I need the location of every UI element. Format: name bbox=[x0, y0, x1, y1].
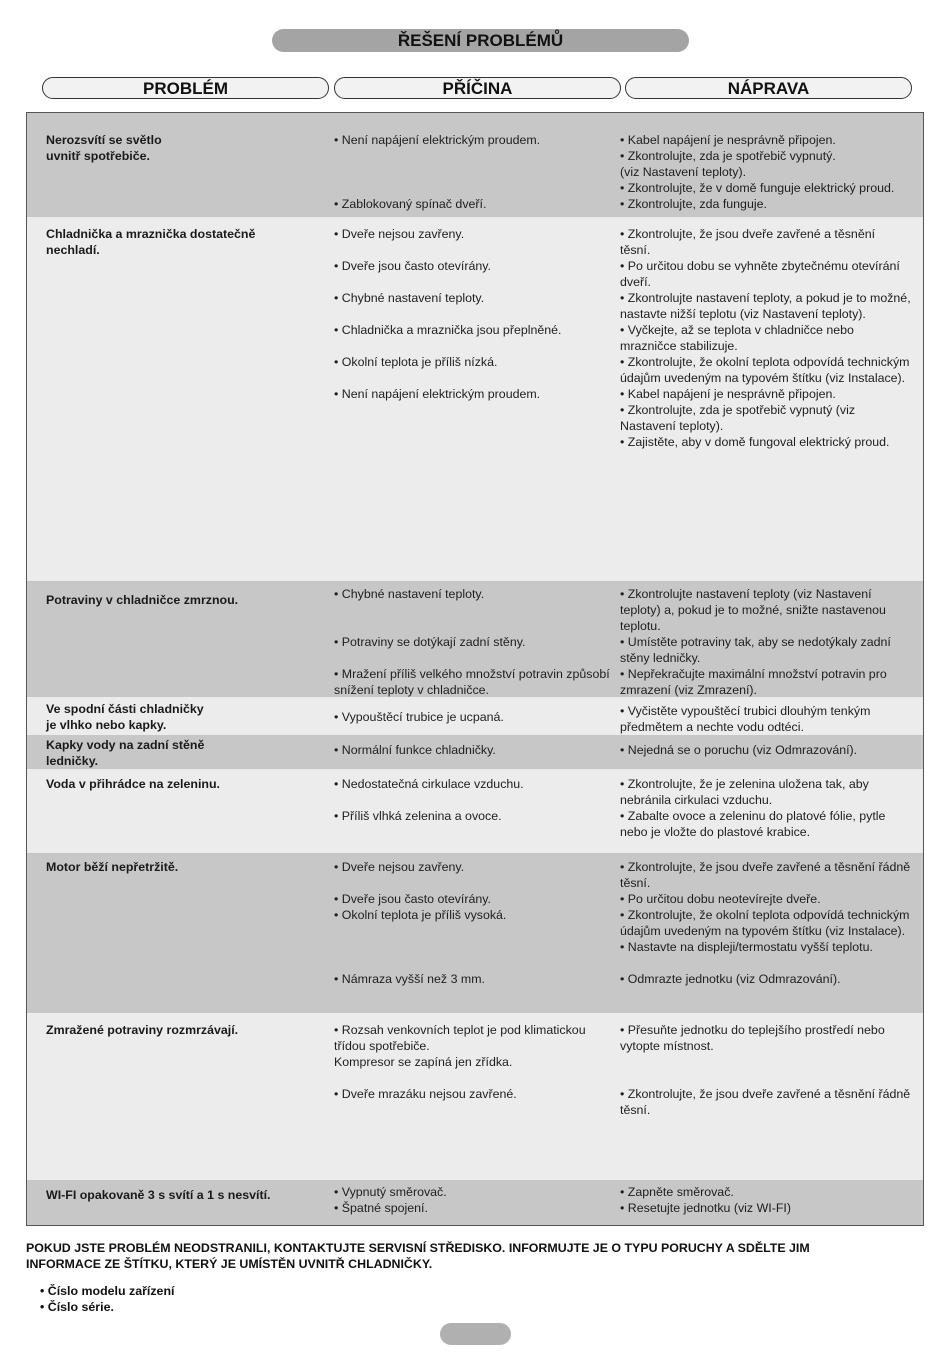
troubleshooting-table bbox=[26, 112, 924, 1226]
cause-text: • Dveře nejsou zavřeny. bbox=[334, 227, 465, 241]
cause-text: • Rozsah venkovních teplot je pod klimatickou třídou spotřebiče. Kompresor se zapíná jen zřídka. bbox=[334, 1023, 586, 1069]
remedy-text: • Vyčistěte vypouštěcí trubici dlouhým tenkým předmětem a nechte vodu odtéci. bbox=[620, 704, 871, 734]
page-number-pill bbox=[440, 1323, 511, 1345]
cause-text: • Potraviny se dotýkají zadní stěny. bbox=[334, 635, 526, 649]
cause-text: • Chybné nastavení teploty. bbox=[334, 291, 485, 305]
header-problem: PROBLÉM bbox=[42, 77, 329, 99]
cause-text: • Není napájení elektrickým proudem. bbox=[334, 387, 541, 401]
remedy-text: • Zkontrolujte, že je zelenina uložena tak, aby nebránila cirkulaci vzduchu. • Zabalte ovoce a zeleninu do platové fólie, pytle nebo je vložte do plastové krabice. bbox=[620, 777, 886, 839]
cause-text: • Dveře jsou často otevírány. bbox=[334, 259, 491, 273]
problem-text: Nerozsvítí se světlo uvnitř spotřebiče. bbox=[46, 133, 162, 163]
remedy-text: • Odmrazte jednotku (viz Odmrazování). bbox=[620, 972, 841, 986]
header-remedy: NÁPRAVA bbox=[625, 77, 912, 99]
cause-text: • Normální funkce chladničky. bbox=[334, 743, 496, 757]
cause-text: • Dveře jsou často otevírány. • Okolní teplota je příliš vysoká. bbox=[334, 892, 507, 922]
cause-text: • Nedostatečná cirkulace vzduchu. bbox=[334, 777, 524, 791]
remedy-text: • Nejedná se o poruchu (viz Odmrazování). bbox=[620, 743, 858, 757]
remedy-text: • Zkontrolujte, že jsou dveře zavřené a těsnění řádně těsní. bbox=[620, 1087, 911, 1117]
cause-text: • Mražení příliš velkého množství potravin způsobí snížení teploty v chladničce. bbox=[334, 667, 610, 697]
problem-text: Motor běží nepřetržitě. bbox=[46, 860, 179, 874]
page-title: ŘEŠENÍ PROBLÉMŮ bbox=[272, 29, 689, 52]
footer-bullet: • Číslo modelu zařízení bbox=[40, 1284, 175, 1298]
problem-text: Potraviny v chladničce zmrznou. bbox=[46, 593, 239, 607]
remedy-text: • Přesuňte jednotku do teplejšího prostředí nebo vytopte místnost. bbox=[620, 1023, 885, 1053]
problem-text: Zmražené potraviny rozmrzávají. bbox=[46, 1023, 239, 1037]
remedy-text: • Kabel napájení je nesprávně připojen. • Zkontrolujte, zda je spotřebič vypnutý. (viz Nastavení teploty). • Zkontrolujte, že v domě funguje elektrický proud. • Zkontrolujte, zda funguje. bbox=[620, 133, 895, 211]
cause-text: • Chladnička a mraznička jsou přeplněné. bbox=[334, 323, 562, 337]
cause-text: • Příliš vlhká zelenina a ovoce. bbox=[334, 809, 502, 823]
problem-text: Kapky vody na zadní stěně ledničky. bbox=[46, 738, 205, 768]
footer-note: POKUD JSTE PROBLÉM NEODSTRANILI, KONTAKTUJTE SERVISNÍ STŘEDISKO. INFORMUJTE JE O TYPU PORUCHY A SDĚLTE JIM INFORMACE ZE ŠTÍTKU, KTERÝ JE UMÍSTĚN UVNITŘ CHLADNIČKY. bbox=[26, 1241, 810, 1271]
remedy-text: • Zapněte směrovač. • Resetujte jednotku (viz WI-FI) bbox=[620, 1185, 791, 1215]
cause-text: • Dveře nejsou zavřeny. bbox=[334, 860, 465, 874]
cause-text: • Zablokovaný spínač dveří. bbox=[334, 197, 487, 211]
cause-text: • Vypnutý směrovač. • Špatné spojení. bbox=[334, 1185, 447, 1215]
footer-bullet: • Číslo série. bbox=[40, 1300, 114, 1314]
cause-text: • Chybné nastavení teploty. bbox=[334, 587, 485, 601]
problem-text: Chladnička a mraznička dostatečně nechladí. bbox=[46, 227, 256, 257]
remedy-text: • Zkontrolujte nastavení teploty (viz Nastavení teploty) a, pokud je to možné, snižte nastavenou teplotu. • Umístěte potraviny tak, aby se nedotýkaly zadní stěny ledničky. • Nepřekračujte maximální množství potravin pro zmrazení (viz Zmrazení). bbox=[620, 587, 891, 697]
header-cause: PŘÍČINA bbox=[334, 77, 621, 99]
cause-text: • Námraza vyšší než 3 mm. bbox=[334, 972, 485, 986]
remedy-text: • Zkontrolujte, že jsou dveře zavřené a těsnění těsní. • Po určitou dobu se vyhněte zbytečnému otevírání dveří. • Zkontrolujte nastavení teploty, a pokud je to možné, nastavte nižší teplotu (viz Nastavení teploty). • Vyčkejte, až se teplota v chladničce nebo mrazničce stabilizuje. • Zkontrolujte, že okolní teplota odpovídá technickým údajům uvedeným na typovém štítku (viz Instalace). • Kabel napájení je nesprávně připojen. • Zkontrolujte, zda je spotřebič vypnutý (viz Nastavení teploty). • Zajistěte, aby v domě fungoval elektrický proud. bbox=[620, 227, 911, 449]
cause-text: • Vypouštěcí trubice je ucpaná. bbox=[334, 710, 504, 724]
problem-text: WI-FI opakovaně 3 s svítí a 1 s nesvítí. bbox=[46, 1188, 271, 1202]
problem-text: Ve spodní části chladničky je vlhko nebo kapky. bbox=[46, 702, 204, 732]
cause-text: • Okolní teplota je příliš nízká. bbox=[334, 355, 498, 369]
remedy-text: • Zkontrolujte, že jsou dveře zavřené a těsnění řádně těsní. • Po určitou dobu neotevírejte dveře. • Zkontrolujte, že okolní teplota odpovídá technickým údajům uvedeným na typovém štítku (viz Instalace). • Nastavte na displeji/termostatu vyšší teplotu. bbox=[620, 860, 911, 954]
cause-text: • Dveře mrazáku nejsou zavřené. bbox=[334, 1087, 517, 1101]
problem-text: Voda v přihrádce na zeleninu. bbox=[46, 777, 220, 791]
cause-text: • Není napájení elektrickým proudem. bbox=[334, 133, 541, 147]
